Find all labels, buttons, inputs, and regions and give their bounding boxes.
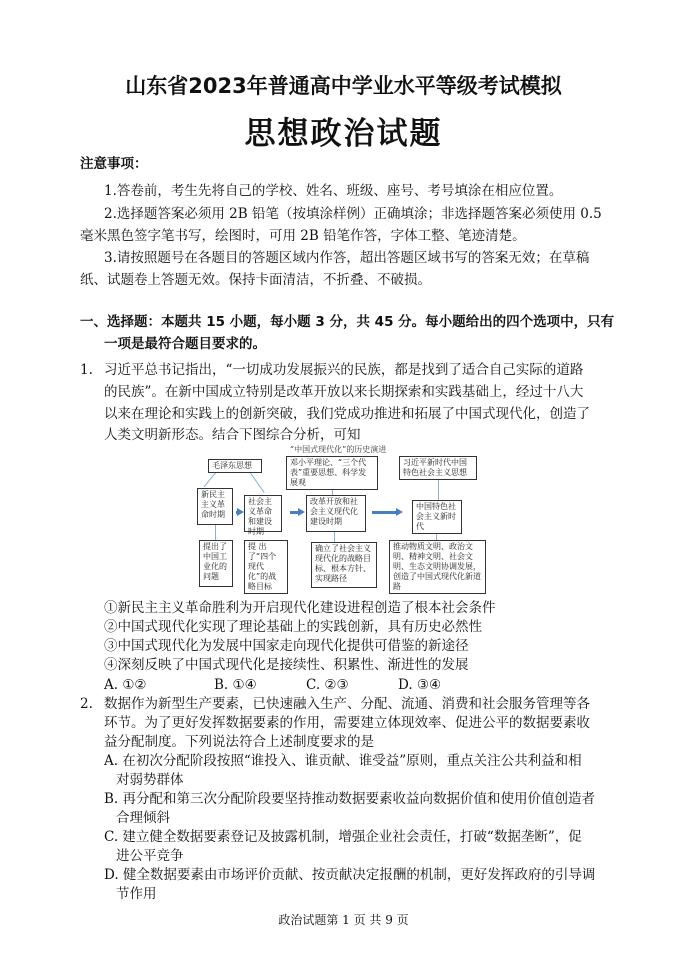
option-d: 节作用 [116, 886, 157, 902]
statement: ③中国式现代化为发展中国家走向现代化提供可借鉴的新途径 [104, 638, 469, 654]
connector [334, 532, 335, 542]
option-a: A. 在初次分配阶段按照“谁投入、谁贡献、谁受益”原则，重点关注公共利益和相 [104, 753, 582, 769]
q1-text: 人类文明新形态。结合下图综合分析，可知 [104, 427, 361, 443]
connector [438, 478, 439, 500]
diagram-caption: “中国式现代化”的历史演进 [290, 445, 387, 454]
page-footer: 政治试题第 1 页 共 9 页 [278, 913, 409, 927]
option-d: D. 健全数据要素由市场评价贡献、按贡献决定报酬的机制，更好发挥政府的引导调 [104, 867, 596, 883]
q1-text: 习近平总书记指出，“一切成功发展振兴的民族，都是找到了适合自己实际的道路 [104, 362, 584, 378]
box-period-2: 社会主义革命和建设时期 [244, 495, 282, 532]
statement: ④深刻反映了中国式现代化是接续性、积累性、渐进性的发展 [104, 657, 469, 673]
connector [250, 473, 265, 493]
box-result-4: 推动物质文明、政治文明、精神文明、社会文明、生态文明协调发展，创造了中国式现代化新道路 [389, 540, 486, 594]
arrow-right-icon [236, 511, 238, 514]
option-b: B. 再分配和第三次分配阶段要坚持推动数据要素收益向数据价值和使用价值创造者 [104, 791, 596, 807]
connector [215, 525, 216, 540]
option-c: C. ②③ [306, 677, 349, 693]
statement: ①新民主主义革命胜利为开启现代化建设进程创造了根本社会条件 [104, 600, 496, 616]
q2-text: 数据作为新型生产要素，已快速融入生产、分配、流通、消费和社会服务管理等各 [104, 696, 590, 712]
q2-text: 环节。为了更好发挥数据要素的作用，需要建立体现效率、促进公平的数据要素收 [104, 715, 590, 731]
option-b: B. ①④ [214, 677, 257, 693]
question-number: 2. [80, 696, 93, 712]
option-d: D. ③④ [398, 677, 442, 693]
box-mao-thought: 毛泽东思想 [208, 459, 262, 473]
box-period-4: 中国特色社会主义新时代 [412, 500, 462, 534]
q1-text: 以来在理论和实践上的创新突破，我们党成功推进和拓展了中国式现代化，创造了 [104, 406, 590, 422]
q1-text: 的民族”。在新中国成立特别是改革开放以来长期探索和实践基础上，经过十八大 [104, 384, 584, 400]
question-number: 1. [80, 362, 93, 378]
box-result-2: 提 出 了“四个现代化”的战略目标 [244, 540, 288, 594]
box-result-3: 确立了社会主义现代化的战略目标、根本方针、实现路径 [311, 542, 377, 588]
arrow-right-icon [290, 511, 299, 514]
notice-line: 2.选择题答案必须用 2B 铅笔（按填涂样例）正确填涂；非选择题答案必须使用 0.5 [104, 206, 602, 222]
option-a: 对弱势群体 [116, 772, 184, 788]
notice-line: 纸、试题卷上答题无效。保持卡面清洁，不折叠、不破损。 [80, 272, 431, 288]
notice-heading: 注意事项： [80, 156, 148, 172]
connector [204, 473, 216, 487]
box-xi-thought: 习近平新时代中国特色社会主义思想 [399, 456, 477, 480]
notice-line: 毫米黑色签字笔书写，绘图时，可用 2B 铅笔作答，字体工整、笔迹清楚。 [80, 228, 526, 244]
statement: ②中国式现代化实现了理论基础上的实践创新，具有历史必然性 [104, 619, 482, 635]
notice-line: 3.请按照题号在各题目的答题区域内作答，超出答题区域书写的答案无效；在草稿 [104, 250, 590, 266]
box-period-3: 改革开放和社会主义现代化建设时期 [306, 495, 366, 532]
box-result-1: 提出了中国工业化的问题 [199, 540, 233, 587]
box-deng-theory: 邓小平理论、“三个代表”重要思想、科学发展观 [286, 456, 378, 490]
section-heading: 一、选择题：本题共 15 小题，每小题 3 分，共 45 分。每小题给出的四个选项中，只有 [80, 314, 615, 330]
section-heading: 一项是最符合题目要求的。 [104, 336, 266, 352]
option-b: 合理倾斜 [116, 810, 170, 826]
option-c: 进公平竞争 [116, 848, 184, 864]
option-c: C. 建立健全数据要素登记及披露机制，增强企业社会责任，打破“数据垄断”，促 [104, 829, 582, 845]
arrow-right-icon [372, 511, 397, 514]
notice-line: 1.答卷前，考生先将自己的学校、姓名、班级、座号、考号填涂在相应位置。 [104, 183, 563, 199]
option-a: A. ①② [104, 677, 147, 693]
exam-title: 山东省2023年普通高中学业水平等级考试模拟 [125, 74, 562, 98]
box-period-1: 新民主主义革命时期 [197, 488, 233, 525]
exam-subtitle: 思想政治试题 [244, 116, 443, 152]
q2-text: 益分配制度。下列说法符合上述制度要求的是 [104, 734, 374, 750]
